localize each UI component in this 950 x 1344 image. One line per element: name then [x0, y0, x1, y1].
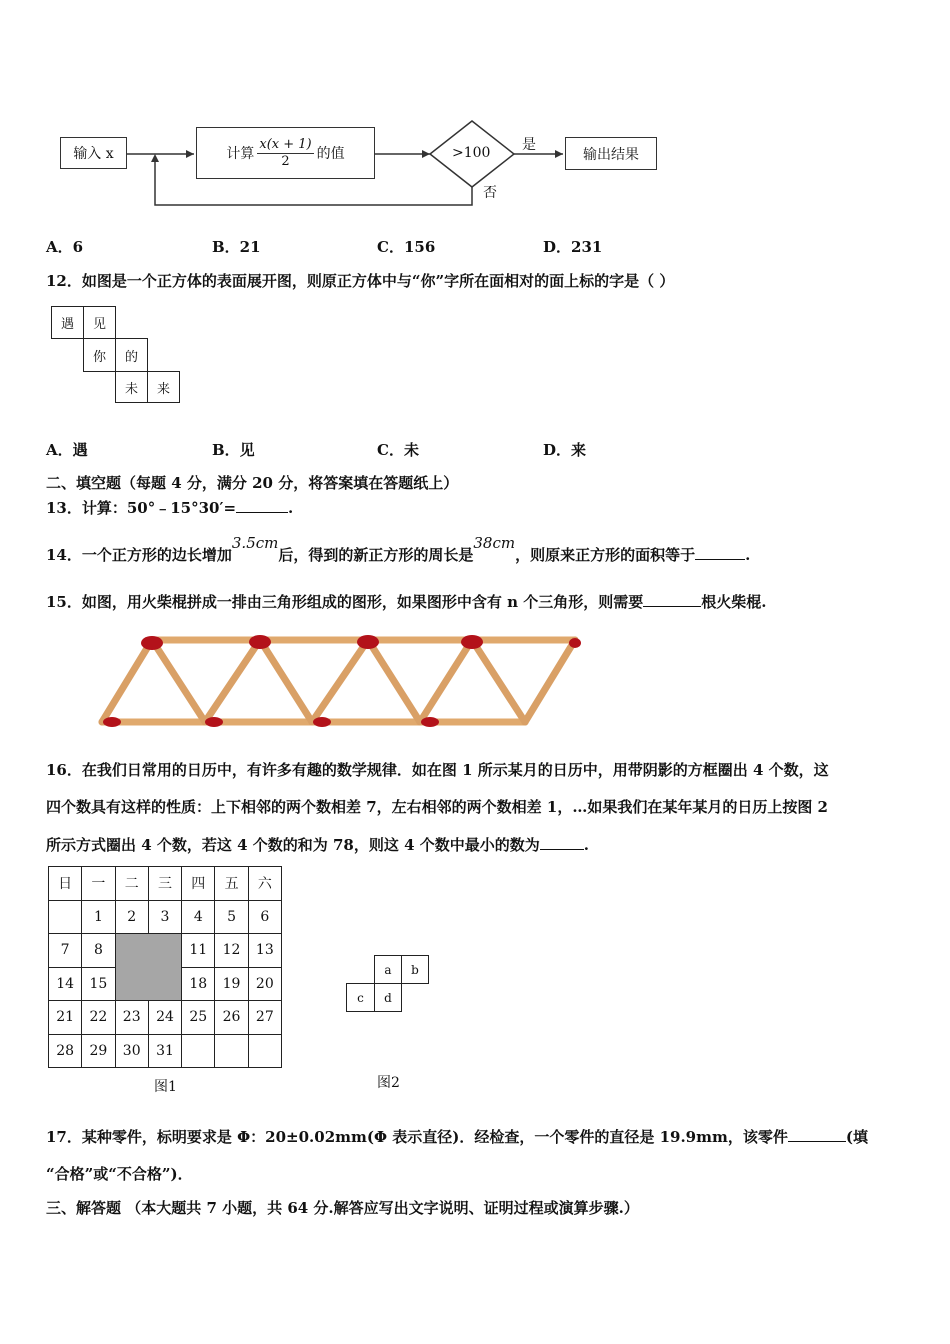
- net-cell: 遇: [51, 306, 84, 339]
- calendar-day: 4: [181, 900, 215, 935]
- q14-value-2: 38cm: [473, 534, 516, 552]
- matchstick-figure: [90, 625, 590, 735]
- q11-option-a: A．6: [46, 238, 84, 256]
- fraction-numerator: x(x + 1): [259, 136, 312, 152]
- calendar-day: 31: [148, 1034, 182, 1069]
- q16-answer-blank: [540, 849, 584, 850]
- calendar-day: 1: [81, 900, 115, 935]
- fig2-cell-a: a: [374, 955, 402, 984]
- q15: [46, 591, 766, 612]
- figure-2-caption: 图2: [377, 1075, 400, 1091]
- calendar-weekday: 一: [81, 866, 115, 901]
- condition-label: >100: [452, 145, 491, 161]
- calendar-weekday: 三: [148, 866, 182, 901]
- calendar-day: 18: [181, 967, 215, 1002]
- input-box: [60, 137, 127, 169]
- calendar-day: [248, 1034, 282, 1069]
- calendar-weekday: 五: [214, 866, 248, 901]
- calendar-day: [214, 1034, 248, 1069]
- calendar-day: 2: [115, 900, 149, 935]
- shaded-selection-box: [115, 933, 183, 1001]
- calendar-day: 24: [148, 1000, 182, 1035]
- calendar-day: 27: [248, 1000, 282, 1035]
- no-label: 否: [483, 185, 497, 201]
- figure-1-caption: 图1: [154, 1079, 177, 1095]
- q13-end: .: [288, 499, 294, 517]
- q13: [46, 497, 293, 518]
- net-cell: 见: [83, 306, 116, 339]
- flowchart-arrows: [0, 0, 950, 230]
- fig2-cell-d: d: [374, 983, 402, 1012]
- calendar-day: 21: [48, 1000, 82, 1035]
- q17-answer-blank: [788, 1141, 846, 1142]
- q16-text-3: 所示方式圈出 4 个数，若这 4 个数的和为 78，则这 4 个数中最小的数为: [46, 836, 540, 854]
- calendar-day: 6: [248, 900, 282, 935]
- compute-box: [196, 127, 375, 179]
- q16-text-line-3: [46, 834, 589, 855]
- calendar-day: 29: [81, 1034, 115, 1069]
- net-cell: 未: [115, 371, 148, 403]
- calendar-day: 8: [81, 933, 115, 968]
- q12-text: 12．如图是一个正方体的表面展开图，则原正方体中与“你”字所在面相对的面上标的字是（ ）: [46, 272, 675, 290]
- q14-text-1: 14．一个正方形的边长增加: [46, 546, 232, 564]
- q17-text-line-2: “合格”或“不合格”)．: [46, 1165, 193, 1183]
- q12-option-d: D．来: [543, 441, 587, 459]
- calendar-day: 30: [115, 1034, 149, 1069]
- output-box: [565, 137, 657, 170]
- fig2-cell-b: b: [401, 955, 429, 984]
- yes-label: 是: [522, 137, 536, 153]
- calendar-day: 25: [181, 1000, 215, 1035]
- compute-prefix: 计算: [226, 146, 255, 162]
- calendar-figure-1: [48, 866, 281, 1095]
- calendar-day: [48, 900, 82, 935]
- calendar-weekday: 二: [115, 866, 149, 901]
- net-cell: 你: [83, 338, 116, 372]
- q14-end: .: [745, 546, 751, 564]
- calendar-weekday: 日: [48, 866, 82, 901]
- calendar-day: 19: [214, 967, 248, 1002]
- q14-text-3: ，则原来正方形的面积等于: [515, 546, 696, 564]
- q17-text-1: 17．某种零件，标明要求是 Φ：20±0.02mm(Φ 表示直径)．经检查，一个零件的直径是 19.9mm，该零件: [46, 1128, 788, 1146]
- q13-text: 13．计算：50°﹣15°30′=: [46, 499, 237, 517]
- output-label: 输出结果: [583, 146, 639, 163]
- calendar-day: 20: [248, 967, 282, 1002]
- compute-suffix: 的值: [316, 146, 345, 162]
- calendar-weekday: 四: [181, 866, 215, 901]
- calendar-day: 22: [81, 1000, 115, 1035]
- q12-option-b: B．见: [212, 441, 255, 459]
- q11-option-b: B．21: [212, 238, 261, 256]
- q11-option-c: C．156: [377, 238, 436, 256]
- calendar-day: [181, 1034, 215, 1069]
- calendar-day: 26: [214, 1000, 248, 1035]
- calendar-day: 14: [48, 967, 82, 1002]
- q16-text-line-1: 16．在我们日常用的日历中，有许多有趣的数学规律．如在图 1 所示某月的日历中，用带阴影的方框圈出 4 个数，这: [46, 761, 829, 779]
- fig2-cell-c: c: [346, 983, 375, 1012]
- calendar-day: 12: [214, 933, 248, 968]
- q12-option-a: A．遇: [46, 441, 88, 459]
- q17: [46, 1126, 868, 1147]
- calendar-day: 11: [181, 933, 215, 968]
- q15-answer-blank: [643, 606, 701, 607]
- q15-end: 根火柴棍.: [701, 593, 767, 611]
- q14-text-2: 后，得到的新正方形的周长是: [278, 546, 474, 564]
- fraction-denominator: 2: [281, 153, 290, 169]
- calendar-day: 3: [148, 900, 182, 935]
- calendar-day: 23: [115, 1000, 149, 1035]
- calendar-day: 13: [248, 933, 282, 968]
- calendar-day: 15: [81, 967, 115, 1002]
- q12-option-c: C．未: [377, 441, 419, 459]
- q14-answer-blank: [695, 559, 745, 560]
- net-cell: 的: [115, 338, 148, 372]
- section-2-heading: 二、填空题（每题 4 分，满分 20 分，将答案填在答题纸上）: [46, 474, 459, 492]
- calendar-day: 7: [48, 933, 82, 968]
- q15-text: 15．如图，用火柴棍拼成一排由三角形组成的图形，如果图形中含有 n 个三角形，则需要: [46, 593, 644, 611]
- calendar-day: 5: [214, 900, 248, 935]
- fraction: [257, 137, 313, 170]
- q11-option-d: D．231: [543, 238, 603, 256]
- section-3-heading: 三、解答题 （本大题共 7 小题，共 64 分.解答应写出文字说明、证明过程或演算步骤.）: [46, 1199, 639, 1217]
- q16-end: .: [583, 836, 589, 854]
- calendar-weekday: 六: [248, 866, 282, 901]
- q16-text-line-2: 四个数具有这样的性质：上下相邻的两个数相差 7，左右相邻的两个数相差 1，…如果我们在某年某月的日历上按图 2: [46, 798, 828, 816]
- calendar-day: 28: [48, 1034, 82, 1069]
- q13-answer-blank: [236, 512, 288, 513]
- input-label: 输入 x: [73, 146, 114, 162]
- q17-text-2: (填: [845, 1128, 868, 1146]
- net-cell: 来: [147, 371, 180, 403]
- q14-value-1: 3.5cm: [231, 534, 279, 552]
- q14: [46, 534, 751, 565]
